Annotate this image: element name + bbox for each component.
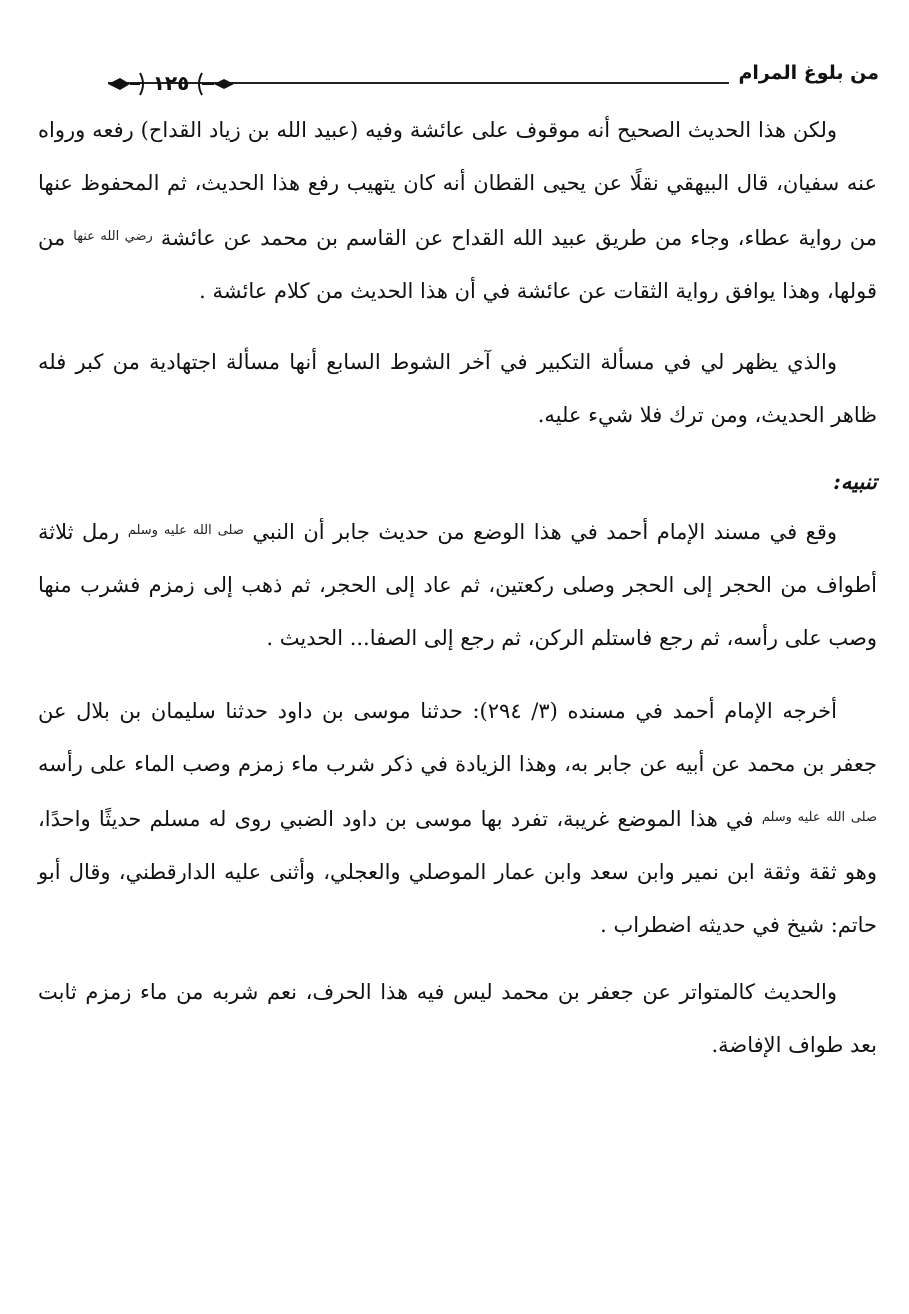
- page-number: ١٢٥: [152, 71, 190, 95]
- paragraph: والحديث كالمتواتر عن جعفر بن محمد ليس فيه هذا الحرف، نعم شربه من ماء زمزم ثابت بعد طواف الإفاضة.: [38, 980, 877, 1057]
- paragraph: [38, 104, 877, 318]
- paragraph: [38, 504, 877, 665]
- honorific-mark: صلى الله عليه وسلم: [127, 523, 244, 538]
- paragraph: [38, 685, 877, 952]
- paragraph-text: أخرجه الإمام أحمد في مسنده (٣/ ٢٩٤): حدثنا موسى بن داود حدثنا سليمان بن بلال عن جعفر بن محمد عن أبيه عن جابر به، وهذا الزيادة في ذكر شرب ماء زمزم وصب الماء على رأسه: [38, 699, 877, 776]
- honorific-mark: صلى الله عليه وسلم: [761, 810, 878, 825]
- paragraph-text: من قولها، وهذا يوافق رواية الثقات عن عائشة في أن هذا الحديث من كلام عائشة .: [38, 226, 877, 303]
- page-number-ornament: [106, 70, 236, 98]
- paragraph-text: وقع في مسند الإمام أحمد في هذا الوضع من حديث جابر أن النبي: [252, 520, 838, 544]
- paragraph-text: في هذا الموضع غريبة، تفرد بها موسى بن داود الضبي روى له مسلم حديثًا واحدًا، وهو ثقة وثقة ابن نمير وابن سعد وابن عمار الموصلي والعجلي، وأثنى عليه الدارقطني، وقال أبو حاتم: شيخ في حديثه اضطراب .: [38, 807, 877, 937]
- note-heading: تنبيه:: [833, 469, 877, 494]
- book-title: من بلوغ المرام: [738, 62, 879, 84]
- page-content: [38, 104, 877, 1072]
- paragraph-text: ولكن هذا الحديث الصحيح أنه موقوف على عائشة وفيه (عبيد الله بن زياد القداح) رفعه ورواه عنه سفيان، قال البيهقي نقلًا عن يحيى القطان أنه كان يتهيب رفع هذا الحديث، ثم المحفوظ عنها من رواية عطاء، وجاء من طريق عبيد الله القداح عن القاسم بن محمد عن عائشة: [38, 118, 877, 250]
- honorific-mark: رضي الله عنها: [73, 229, 153, 244]
- paragraph: والذي يظهر لي في مسألة التكبير في آخر الشوط السابع أنها مسألة اجتهادية من كبر فله ظاهر الحديث، ومن ترك فلا شيء عليه.: [38, 350, 877, 427]
- paragraph-text: رمل ثلاثة أطواف من الحجر إلى الحجر وصلى ركعتين، ثم عاد إلى الحجر، ثم ذهب إلى زمزم فشرب منها وصب على رأسه، ثم رجع فاستلم الركن، ثم رجع إلى الصفا... الحديث .: [38, 520, 877, 650]
